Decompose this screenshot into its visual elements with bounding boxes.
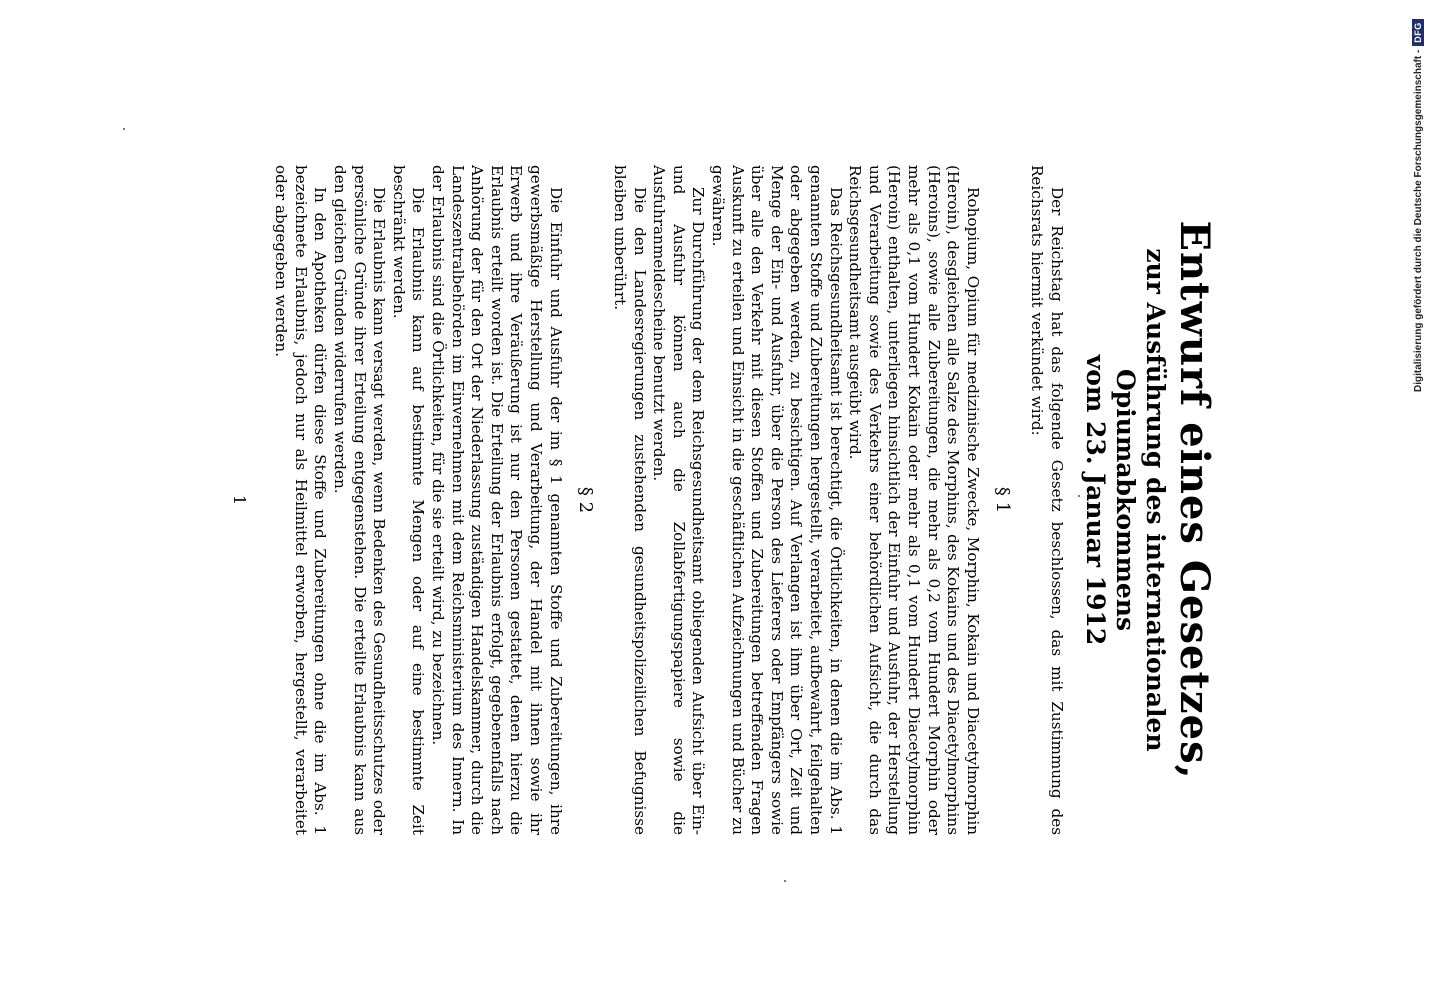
section-2-paragraph: Die Erlaubnis kann auf bestimmte Mengen oder auf eine bestimmte Zeit beschränkt werden. [389, 165, 428, 835]
credit-text: Digitalisierung gefördert durch die Deutsche Forschungsgemeinschaft - [1412, 49, 1424, 392]
section-1-heading: § 1 [991, 486, 1013, 514]
scan-speck [123, 128, 125, 130]
section-1-paragraph: Zur Durchführung der dem Reichsgesundheitsamt obliegenden Aufsicht über Ein- und Ausfuhr können auch die Zollabfertigungspapiere sowie die Ausfuhranmeldescheine benutzt werden. [650, 165, 708, 835]
document-date: vom 23. Januar 1912 [1081, 354, 1110, 646]
section-2-paragraph: Die Erlaubnis kann versagt werden, wenn Bedenken des Gesundheitsschutzes oder persönliche Gründe ihrer Erteilung entgegenstehen. Die erteilte Erlaubnis kann aus den gleichen Gründen widerrufen werden. [331, 165, 389, 835]
section-2-heading: § 2 [574, 486, 596, 514]
digitization-credit [1402, 8, 1432, 392]
page-number: 1 [229, 494, 249, 506]
document-subtitle: zur Ausführung des internationalen Opiumabkommens [1111, 248, 1170, 752]
page-content [229, 155, 1222, 845]
section-2-paragraph: In den Apotheken dürfen diese Stoffe und Zubereitungen ohne die im Abs. 1 bezeichnete Erlaubnis, jedoch nur als Heilmittel erworben, hergestellt, verarbeitet oder abgegeben werden. [272, 165, 330, 835]
dfg-logo: DFG [1412, 19, 1424, 46]
section-1-paragraph: Rohopium, Opium für medizinische Zwecke, Morphin, Kokain und Diacetylmorphin (Heroin), desgleichen alle Salze des Morphins, des Kokains und des Diacetylmorphins (Heroins), sowie alle Zubereitungen, die mehr als 0,2 vom Hundert Morphin oder mehr als 0,1 vom Hundert Kokain oder mehr als 0,1 vom Hundert Diacetylmorphin (Heroin) enthalten, unterliegen hinsichtlich der Einfuhr und Ausfuhr, der Herstellung und Verarbeitung sowie des Verkehrs einer behördlichen Aufsicht, die durch das Reichsgesundheitsamt ausgeübt wird. [846, 165, 982, 835]
section-2-paragraph: Die Einfuhr und Ausfuhr der im § 1 genannten Stoffe und Zubereitungen, ihre gewerbsmäßige Herstellung und Verarbeitung, der Handel mit ihnen sowie ihr Erwerb und ihre Veräußerung ist nur den Personen gestattet, denen hierzu die Erlaubnis erteilt worden ist. Die Erteilung der Erlaubnis erfolgt, gegebenenfalls nach Anhörung der für den Ort der Niederlassung zuständigen Handelskammer, durch die Landeszentralbehörden im Einvernehmen mit dem Reichsministerium des Innern. In der Erlaubnis sind die Örtlichkeiten, für die sie erteilt wird, zu bezeichnen. [428, 165, 565, 835]
section-1-paragraph: Die den Landesregierungen zustehenden gesundheitspolizeilichen Befugnisse bleiben unberührt. [611, 165, 649, 835]
document-title: Entwurf eines Gesetzes, [1171, 220, 1218, 780]
section-1-paragraph: Das Reichsgesundheitsamt ist berechtigt, die Örtlichkeiten, in denen die im Abs. 1 genannten Stoffe und Zubereitungen hergestellt, verarbeitet, aufbewahrt, feilgehalten oder abgegeben werden, zu besichtigen. Auf Verlangen ist ihm über Ort, Zeit und Menge der Ein- und Ausfuhr, über die Person des Lieferers oder Empfängers sowie über alle den Verkehr mit diesen Stoffen und Zubereitungen betreffenden Fragen Auskunft zu erteilen und Einsicht in die geschäftlichen Aufzeichnungen und Bücher zu gewähren. [709, 165, 845, 835]
intro-paragraph: Der Reichstag hat das folgende Gesetz beschlossen, das mit Zustimmung des Reichsrats hiermit verkündet wird: [1028, 165, 1066, 835]
